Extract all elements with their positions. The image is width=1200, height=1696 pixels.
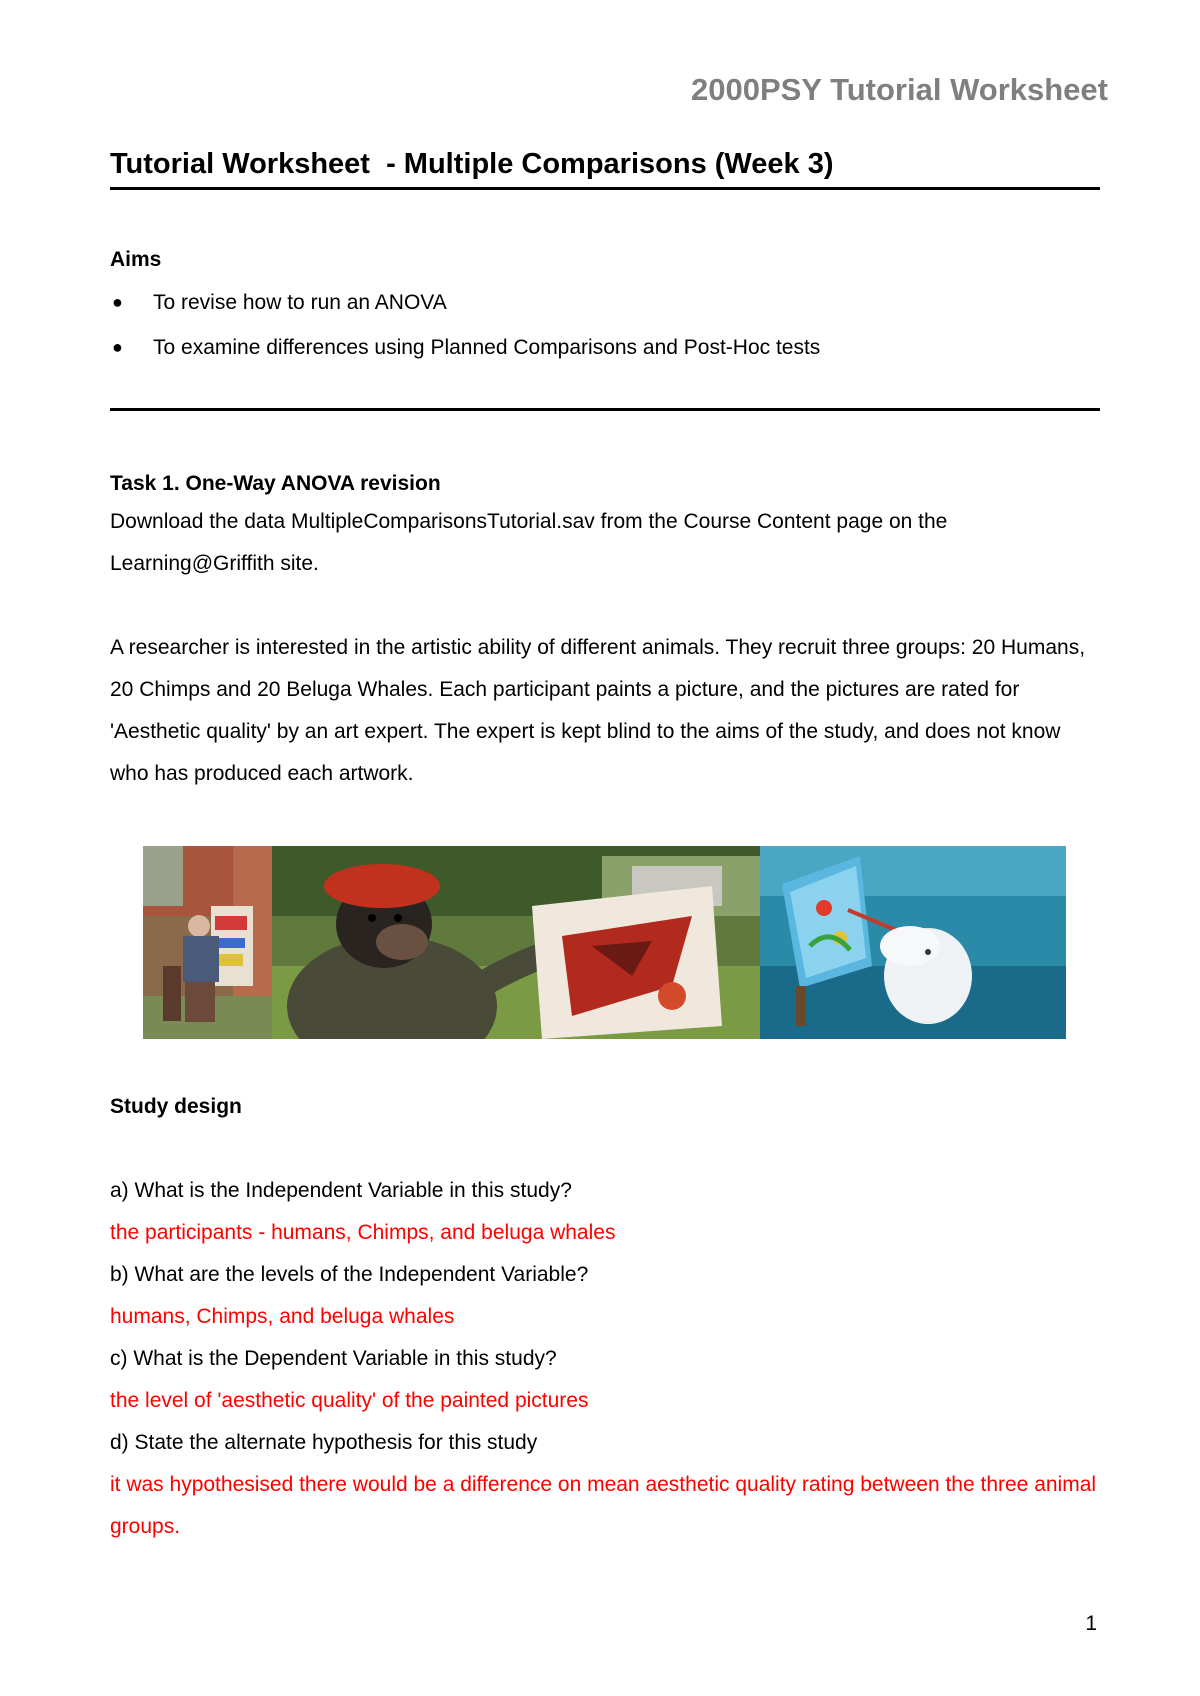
question-a: a) What is the Independent Variable in this study? [110,1179,572,1202]
question-c: c) What is the Dependent Variable in this study? [110,1347,557,1370]
page-number: 1 [1085,1612,1097,1635]
document-title: Tutorial Worksheet - Multiple Comparisons (Week 3) [110,148,1100,190]
chimp-painter-photo [272,846,761,1039]
question-b: b) What are the levels of the Independent Variable? [110,1263,589,1286]
aims-list [110,280,1100,370]
running-header: 2000PSY Tutorial Worksheet [691,72,1108,107]
beluga-painter-photo [760,846,1066,1039]
answer-c: the level of 'aesthetic quality' of the painted pictures [110,1389,589,1412]
study-design-questions [110,1170,1100,1548]
bullet-icon: ● [112,337,123,357]
list-item [110,280,1100,325]
aims-item-text: To examine differences using Planned Comparisons and Post-Hoc tests [153,336,821,359]
aims-heading: Aims [110,248,162,271]
study-design-heading: Study design [110,1095,242,1118]
question-d: d) State the alternate hypothesis for this study [110,1431,538,1454]
download-instructions: Download the data MultipleComparisonsTutorial.sav from the Course Content page on the Learning@Griffith site. [110,510,948,575]
task1-section [110,467,1100,795]
bullet-icon: ● [112,292,123,312]
section-divider [110,408,1100,411]
human-painter-photo [143,846,273,1039]
aims-item-text: To revise how to run an ANOVA [153,291,447,314]
task1-heading: Task 1. One-Way ANOVA revision [110,472,441,495]
answer-d: it was hypothesised there would be a difference on mean aesthetic quality rating between the three animal groups. [110,1473,1097,1538]
animal-artists-photo-strip [143,846,1066,1039]
aims-section [110,248,1100,370]
scenario-paragraph: A researcher is interested in the artistic ability of different animals. They recruit three groups: 20 Humans, 20 Chimps and 20 Beluga Whales. Each participant paints a picture, and the pictures are rated for 'Aesthetic quality' by an art expert. The expert is kept blind to the aims of the study, and does not know who has produced each artwork. [110,636,1086,785]
answer-b: humans, Chimps, and beluga whales [110,1305,455,1328]
list-item [110,325,1100,370]
answer-a: the participants - humans, Chimps, and beluga whales [110,1221,616,1244]
study-design-section [110,1090,1100,1548]
